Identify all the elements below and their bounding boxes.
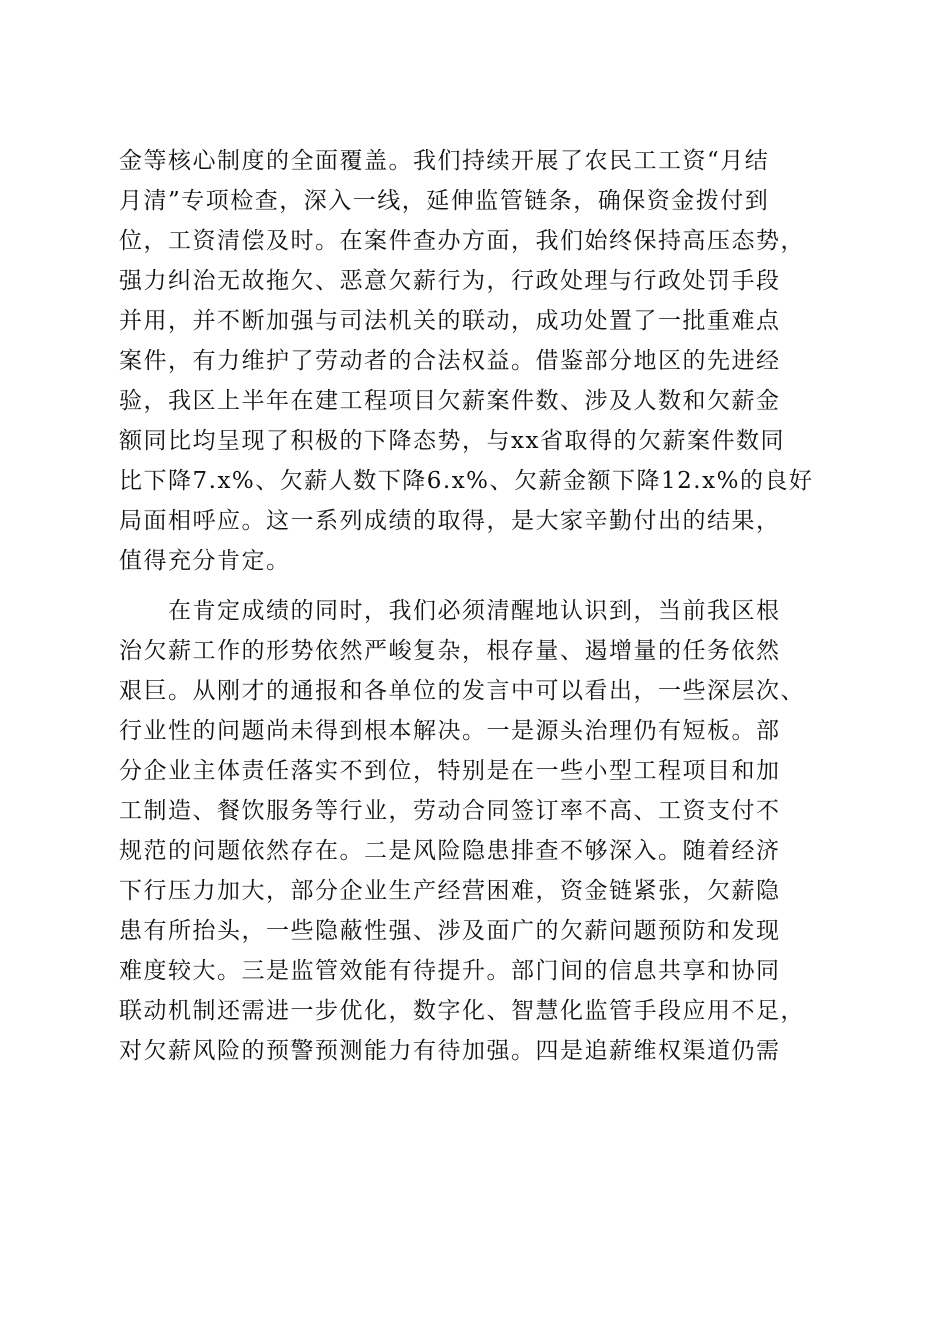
- text-line: 强力纠治无故拖欠、恶意欠薪行为，行政处理与行政处罚手段: [119, 268, 781, 294]
- text-line: 联动机制还需进一步优化，数字化、智慧化监管手段应用不足，: [119, 998, 805, 1024]
- text-line: 金等核心制度的全面覆盖。我们持续开展了农民工工资“月结: [119, 148, 770, 174]
- paragraph-1: [119, 141, 831, 581]
- text-line: 并用，并不断加强与司法机关的联动，成功处置了一批重难点: [119, 308, 781, 334]
- document-body: [119, 141, 831, 1071]
- text-line: 局面相呼应。这一系列成绩的取得，是大家辛勤付出的结果，: [119, 508, 781, 534]
- text-line: 月清”专项检查，深入一线，延伸监管链条，确保资金拨付到: [119, 188, 770, 214]
- text-line: 艰巨。从刚才的通报和各单位的发言中可以看出，一些深层次、: [119, 678, 805, 704]
- text-line: 规范的问题依然存在。二是风险隐患排查不够深入。随着经济: [119, 838, 781, 864]
- text-line: 值得充分肯定。: [119, 548, 291, 574]
- text-line: 下行压力加大，部分企业生产经营困难，资金链紧张，欠薪隐: [119, 878, 781, 904]
- text-line: 难度较大。三是监管效能有待提升。部门间的信息共享和协同: [119, 958, 781, 984]
- text-line: 工制造、餐饮服务等行业，劳动合同签订率不高、工资支付不: [119, 798, 781, 824]
- text-line: 案件，有力维护了劳动者的合法权益。借鉴部分地区的先进经: [119, 348, 781, 374]
- text-line: 对欠薪风险的预警预测能力有待加强。四是追薪维权渠道仍需: [119, 1038, 781, 1064]
- text-line: 治欠薪工作的形势依然严峻复杂，根存量、遏增量的任务依然: [119, 638, 781, 664]
- paragraph-2: [119, 591, 831, 1071]
- text-line: 分企业主体责任落实不到位，特别是在一些小型工程项目和加: [119, 758, 781, 784]
- text-line-indented: 在肯定成绩的同时，我们必须清醒地认识到，当前我区根: [168, 598, 781, 624]
- text-line: 行业性的问题尚未得到根本解决。一是源头治理仍有短板。部: [119, 718, 781, 744]
- text-line: 比下降7.x%、欠薪人数下降6.x%、欠薪金额下降12.x%的良好: [119, 468, 814, 494]
- text-line: 位，工资清偿及时。在案件查办方面，我们始终保持高压态势，: [119, 228, 805, 254]
- text-line: 验，我区上半年在建工程项目欠薪案件数、涉及人数和欠薪金: [119, 388, 781, 414]
- text-line: 额同比均呈现了积极的下降态势，与xx省取得的欠薪案件数同: [119, 428, 785, 454]
- text-line: 患有所抬头，一些隐蔽性强、涉及面广的欠薪问题预防和发现: [119, 918, 781, 944]
